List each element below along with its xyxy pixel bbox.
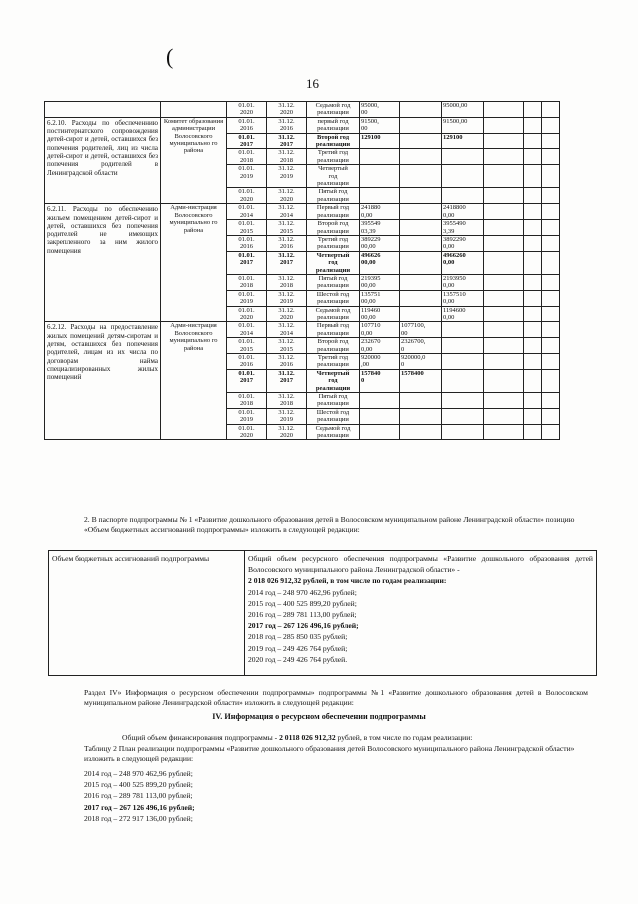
amount-other [524, 102, 542, 118]
funding-line [122, 733, 592, 743]
date-end: 31.12. 2020 [267, 424, 307, 440]
amount-local [484, 149, 524, 165]
amount-federal [400, 408, 442, 424]
amount-local [484, 306, 524, 322]
amount-local [484, 408, 524, 424]
year-line: 2017 год – 267 126 496,16 рублей; [84, 802, 195, 812]
amount-extra [542, 204, 560, 220]
amount-federal [400, 204, 442, 220]
amount-regional [442, 354, 484, 370]
period-label: Второй год реализации [307, 220, 360, 236]
amount-total: 241880 0,00 [360, 204, 400, 220]
amount-local [484, 393, 524, 409]
date-start: 01.01. 2017 [227, 369, 267, 392]
date-end: 31.12. 2017 [267, 251, 307, 274]
amount-total: 129100 [360, 133, 400, 149]
date-end: 31.12. 2014 [267, 204, 307, 220]
amount-other [524, 306, 542, 322]
year-line: 2015 год – 400 525 899,20 рублей; [84, 780, 193, 790]
responsible-org: Комитет образования администрации Волосовского муниципально го района [161, 117, 227, 203]
period-label: Второй год реализации [307, 133, 360, 149]
period-label: Второй год реализации [307, 338, 360, 354]
amount-other [524, 354, 542, 370]
amount-other [524, 165, 542, 188]
date-start: 01.01. 2017 [227, 251, 267, 274]
year-line: 2014 год – 248 970 462,96 рублей; [84, 769, 193, 778]
amount-extra [542, 188, 560, 204]
amount-local [484, 204, 524, 220]
period-label: Пятый год реализации [307, 274, 360, 290]
amount-other [524, 290, 542, 306]
amount-extra [542, 251, 560, 274]
name-cell [45, 102, 161, 118]
budget-table [44, 101, 578, 440]
amount-total [360, 424, 400, 440]
amount-local [484, 133, 524, 149]
page-mark: ( [166, 44, 174, 69]
date-end: 31.12. 2019 [267, 408, 307, 424]
date-start: 01.01. 2020 [227, 306, 267, 322]
date-end: 31.12. 2018 [267, 393, 307, 409]
paragraph-table2: Таблицу 2 План реализации подпрограммы «Развитие дошкольного образования детей Волосовского муниципального района Ленинградской области» изложить в следующей редакции: [84, 744, 575, 763]
amount-total: 135751 00,00 [360, 290, 400, 306]
period-label: Первый год реализации [307, 322, 360, 338]
date-end: 31.12. 2016 [267, 354, 307, 370]
passport-year-line: 2017 год – 267 126 496,16 рублей; [248, 621, 359, 631]
amount-regional: 1194600 0,00 [442, 306, 484, 322]
amount-regional [442, 188, 484, 204]
amount-regional: 2193950 0,00 [442, 274, 484, 290]
amount-extra [542, 322, 560, 338]
amount-federal [400, 274, 442, 290]
amount-local [484, 274, 524, 290]
amount-federal [400, 306, 442, 322]
amount-total: 157840 0 [360, 369, 400, 392]
expense-name: 6.2.10. Расходы по обеспеченнию постинтернатского сопровождения детей-сирот и детей, оставшихся без попечения родителей, лиц из числа детей-сирот и детей, оставшихся без попечения родителей в Ленинградской области [45, 117, 161, 203]
amount-regional [442, 149, 484, 165]
amount-extra [542, 117, 560, 133]
period-label: Пятый год реализации [307, 188, 360, 204]
amount-extra [542, 274, 560, 290]
amount-other [524, 188, 542, 204]
amount-regional: 1357510 0,00 [442, 290, 484, 306]
amount-other [524, 408, 542, 424]
date-start: 01.01. 2018 [227, 149, 267, 165]
period-label: первый год реализации [307, 117, 360, 133]
amount-total: 107710 0,00 [360, 322, 400, 338]
amount-local [484, 290, 524, 306]
amount-local [484, 369, 524, 392]
date-start: 01.01. 2014 [227, 322, 267, 338]
date-start: 01.01. 2020 [227, 102, 267, 118]
amount-total: 395549 03,39 [360, 220, 400, 236]
amount-extra [542, 369, 560, 392]
date-end: 31.12. 2019 [267, 165, 307, 188]
amount-federal [400, 393, 442, 409]
period-label: Пятый год реализации [307, 393, 360, 409]
amount-other [524, 133, 542, 149]
date-start: 01.01. 2015 [227, 220, 267, 236]
amount-extra [542, 393, 560, 409]
passport-intro: Общий объем ресурсного обеспечения подпрограммы «Развитие дошкольного образования детей Волосовского муниципального района Ленинградской области» - [248, 554, 593, 575]
table-row [45, 117, 578, 133]
date-end: 31.12. 2020 [267, 306, 307, 322]
date-start: 01.01. 2017 [227, 133, 267, 149]
amount-federal [400, 220, 442, 236]
date-start: 01.01. 2019 [227, 290, 267, 306]
period-label: Шестой год реализации [307, 290, 360, 306]
date-end: 31.12. 2016 [267, 117, 307, 133]
amount-other [524, 369, 542, 392]
date-start: 01.01. 2016 [227, 117, 267, 133]
amount-regional: 3955490 3,39 [442, 220, 484, 236]
amount-regional [442, 165, 484, 188]
expense-name: 6.2.12. Расходы на предоставление жилых помещений детям-сиротам и детям, оставшихся без попечения родителей, лицам из их числа по договорам найма специализированных жилых помещений [45, 322, 161, 440]
amount-federal: 2326700, 0 [400, 338, 442, 354]
paragraph-section: Раздел IV» Информация о ресурсном обеспечении подпрограммы» подпрограммы №1 «Развитие дошкольного образования детей в Волосовском муниципальном районе Ленинградской области» изложить в следующей редакции: [84, 688, 588, 707]
amount-other [524, 322, 542, 338]
amount-other [524, 251, 542, 274]
amount-federal [400, 251, 442, 274]
year-line: 2018 год – 272 917 136,00 рублей; [84, 813, 193, 823]
amount-federal [400, 165, 442, 188]
date-end: 31.12. 2016 [267, 235, 307, 251]
amount-local [484, 424, 524, 440]
responsible-org: Адми-нистрация Волосовского муниципально го района [161, 204, 227, 322]
date-end: 31.12. 2017 [267, 133, 307, 149]
date-start: 01.01. 2014 [227, 204, 267, 220]
amount-extra [542, 306, 560, 322]
amount-federal [400, 133, 442, 149]
funding-prefix: Общий объем финансирования подпрограммы - [122, 733, 278, 742]
table-row [45, 204, 578, 220]
amount-regional: 129100 [442, 133, 484, 149]
section-heading: IV. Информация о ресурсном обеспечении подпрограммы [212, 712, 426, 721]
date-start: 01.01. 2015 [227, 338, 267, 354]
amount-total: 389229 00,00 [360, 235, 400, 251]
date-start: 01.01. 2018 [227, 274, 267, 290]
amount-extra [542, 408, 560, 424]
passport-table [48, 550, 597, 676]
amount-extra [542, 165, 560, 188]
table-row [45, 102, 578, 118]
date-end: 31.12. 2015 [267, 338, 307, 354]
period-label: Четвертый год реализации [307, 369, 360, 392]
amount-federal: 1578400 [400, 369, 442, 392]
period-label: Первый год реализации [307, 204, 360, 220]
amount-extra [542, 235, 560, 251]
amount-federal [400, 424, 442, 440]
amount-local [484, 235, 524, 251]
amount-local [484, 102, 524, 118]
amount-total: 219395 00,00 [360, 274, 400, 290]
period-label: Седьмой год реализации [307, 306, 360, 322]
amount-local [484, 338, 524, 354]
amount-total: 920000 ,00 [360, 354, 400, 370]
period-label: Третий год реализации [307, 354, 360, 370]
date-end: 31.12. 2019 [267, 290, 307, 306]
date-end: 31.12. 2014 [267, 322, 307, 338]
amount-total [360, 408, 400, 424]
amount-regional: 4966260 0,00 [442, 251, 484, 274]
amount-local [484, 354, 524, 370]
amount-other [524, 117, 542, 133]
amount-regional [442, 424, 484, 440]
date-end: 31.12. 2020 [267, 188, 307, 204]
amount-regional [442, 393, 484, 409]
amount-local [484, 188, 524, 204]
amount-other [524, 204, 542, 220]
date-start: 01.01. 2020 [227, 188, 267, 204]
amount-total [360, 149, 400, 165]
amount-federal [400, 117, 442, 133]
date-end: 31.12. 2015 [267, 220, 307, 236]
date-start: 01.01. 2016 [227, 354, 267, 370]
passport-year-line: 2015 год – 400 525 899,20 рублей; [248, 598, 357, 608]
date-end: 31.12. 2017 [267, 369, 307, 392]
period-label: Третий год реализации [307, 235, 360, 251]
amount-total [360, 188, 400, 204]
passport-year-line: 2016 год – 289 781 113,00 рублей; [248, 610, 357, 620]
amount-federal [400, 188, 442, 204]
funding-suffix: рублей, в том числе по годам реализации: [337, 733, 473, 742]
passport-year-line: 2020 год – 249 426 764 рублей. [248, 654, 348, 664]
responsible-org: Адми-нистрация Волосовского муниципально го района [161, 322, 227, 440]
amount-total [360, 165, 400, 188]
amount-regional: 95000,00 [442, 102, 484, 118]
amount-local [484, 251, 524, 274]
period-label: Седьмой год реализации [307, 102, 360, 118]
amount-extra [542, 338, 560, 354]
amount-local [484, 322, 524, 338]
amount-local [484, 220, 524, 236]
passport-year-line: 2014 год – 248 970 462,96 рублей; [248, 587, 357, 597]
period-label: Четвертый год реализации [307, 165, 360, 188]
amount-extra [542, 220, 560, 236]
date-start: 01.01. 2020 [227, 424, 267, 440]
amount-total: 496626 00,00 [360, 251, 400, 274]
passport-label: Объем бюджетных ассигнований подпрограммы [49, 551, 245, 676]
date-end: 31.12. 2018 [267, 149, 307, 165]
amount-other [524, 274, 542, 290]
table-row [45, 322, 578, 338]
expense-name: 6.2.11. Расходы по обеспечению жильем помещением детей-сирот и детей, оставшихся без попечения родителей не имеющих закрепленного за ним жилого помещения [45, 204, 161, 322]
amount-regional: 2418800 0,00 [442, 204, 484, 220]
amount-total: 232670 0,00 [360, 338, 400, 354]
passport-total: 2 018 026 912,32 рублей, в том числе по годам реализации: [248, 576, 447, 586]
amount-extra [542, 354, 560, 370]
amount-extra [542, 133, 560, 149]
amount-federal [400, 149, 442, 165]
amount-regional [442, 322, 484, 338]
amount-federal: 1077100, 00 [400, 322, 442, 338]
passport-content [245, 551, 597, 676]
amount-extra [542, 290, 560, 306]
amount-extra [542, 424, 560, 440]
amount-other [524, 393, 542, 409]
amount-regional [442, 408, 484, 424]
amount-federal [400, 102, 442, 118]
amount-federal [400, 235, 442, 251]
period-label: Седьмой год реализации [307, 424, 360, 440]
funding-amount: 2 0118 026 912,32 [279, 733, 336, 742]
amount-federal [400, 290, 442, 306]
amount-regional: 91500,00 [442, 117, 484, 133]
amount-extra [542, 102, 560, 118]
date-start: 01.01. 2019 [227, 165, 267, 188]
period-label: Четвертый год реализации [307, 251, 360, 274]
date-start: 01.01. 2019 [227, 408, 267, 424]
amount-other [524, 149, 542, 165]
amount-total [360, 393, 400, 409]
amount-other [524, 424, 542, 440]
paragraph-2: 2. В паспорте подпрограммы № 1 «Развитие дошкольного образования детей в Волосовском муниципальном районе Ленинградской области» позицию «Объем бюджетных ассигнований подпрограммы» изложить в следующей редакции: [84, 515, 575, 534]
amount-other [524, 338, 542, 354]
date-start: 01.01. 2016 [227, 235, 267, 251]
date-start: 01.01. 2018 [227, 393, 267, 409]
passport-year-line: 2018 год – 285 850 035 рублей; [248, 632, 348, 642]
amount-local [484, 117, 524, 133]
amount-extra [542, 149, 560, 165]
amount-regional [442, 369, 484, 392]
amount-regional: 3892290 0,00 [442, 235, 484, 251]
amount-regional [442, 338, 484, 354]
page-number: 16 [306, 76, 319, 91]
period-label: Шестой год реализации [307, 408, 360, 424]
date-end: 31.12. 2018 [267, 274, 307, 290]
passport-year-line: 2019 год – 249 426 764 рублей; [248, 643, 348, 653]
amount-federal: 920000,0 0 [400, 354, 442, 370]
amount-other [524, 235, 542, 251]
period-label: Третий год реализации [307, 149, 360, 165]
amount-total: 95000, 00 [360, 102, 400, 118]
date-end: 31.12. 2020 [267, 102, 307, 118]
amount-total: 119460 00,00 [360, 306, 400, 322]
year-line: 2016 год – 289 781 113,00 рублей; [84, 791, 193, 801]
org-cell [161, 102, 227, 118]
amount-other [524, 220, 542, 236]
amount-total: 91500, 00 [360, 117, 400, 133]
amount-local [484, 165, 524, 188]
